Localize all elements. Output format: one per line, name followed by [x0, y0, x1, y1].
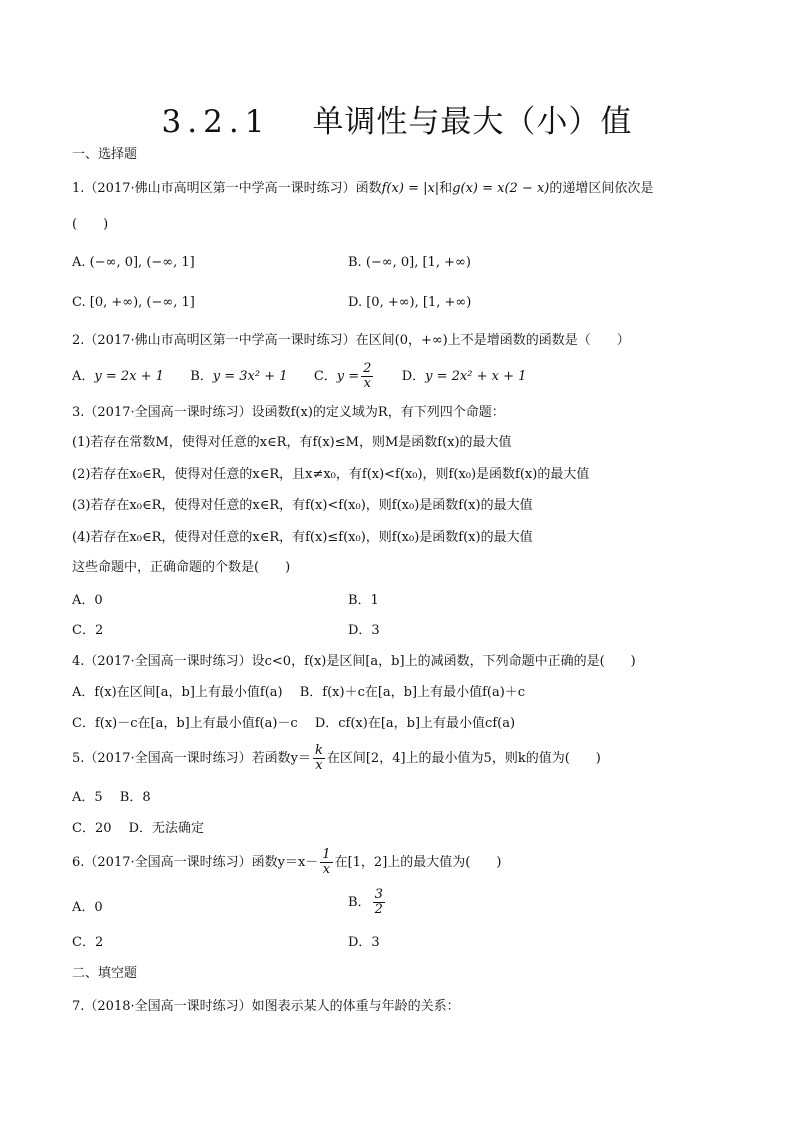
q3-option-c: C．2 — [72, 623, 104, 638]
q2-option-c: y = — [336, 369, 360, 384]
section-heading-fill: 二、填空题 — [72, 966, 138, 981]
q6-option-b-fraction: $\frac{3}{2}$ — [374, 887, 383, 917]
title-text: 单调性与最大（小）值 — [312, 104, 633, 140]
q1-option-a: A. (−∞, 0], (−∞, 1] — [72, 255, 195, 270]
question-1-paren: ( ) — [72, 217, 109, 232]
question-5-stem: 5.（2017·全国高一课时练习）若函数y＝ $\frac{k}{x}$ 在区间[2，4]上的最小值为5，则k的值为( ) — [72, 743, 601, 773]
q1-option-b: B. (−∞, 0], [1, +∞) — [348, 255, 471, 270]
question-3-stem: 3.（2017·全国高一课时练习）设函数f(x)的定义域为R，有下列四个命题： — [72, 405, 505, 420]
q1-option-c: C. [0, +∞), (−∞, 1] — [72, 295, 195, 310]
q1-option-d: D. [0, +∞), [1, +∞) — [348, 295, 472, 310]
question-2-options: A．y = 2x + 1 B．y = 3x² + 1 C．y = $\frac{2}{x}$ D．y = 2x² + x + 1 — [72, 361, 527, 391]
q4-options-cd: C．f(x)－c在[a，b]上有最小值f(a)－c D．cf(x)在[a，b]上有最小值cf(a) — [72, 716, 516, 731]
q3-option-a: A．0 — [72, 593, 103, 608]
question-6-stem: 6.（2017·全国高一课时练习）函数y＝x－ $\frac{1}{x}$ 在[1，2]上的最大值为( ) — [72, 847, 502, 877]
q3-option-d: D．3 — [348, 623, 380, 638]
q6-option-a: A．0 — [72, 900, 103, 915]
q1-function-f: f(x) = |x| — [381, 181, 440, 196]
section-heading-choice: 一、选择题 — [72, 147, 138, 162]
q5-options-cd: C．20 D．无法确定 — [72, 821, 205, 836]
q3-option-b: B．1 — [348, 593, 379, 608]
q2-fraction: $\frac{2}{x}$ — [363, 361, 372, 391]
q1-function-g: g(x) = x(2 − x) — [452, 181, 550, 196]
q6-option-c: C．2 — [72, 935, 104, 950]
q2-option-d: y = 2x² + x + 1 — [425, 369, 527, 384]
q4-options-ab: A．f(x)在区间[a，b]上有最小值f(a) B．f(x)＋c在[a，b]上有最小值f(a)＋c — [72, 685, 526, 700]
question-1-stem: 1.（2017·佛山市高明区第一中学高一课时练习）函数f(x) = |x|和g(x) = x(2 − x)的递增区间依次是 — [72, 181, 654, 196]
q5-fraction: $\frac{k}{x}$ — [314, 743, 323, 773]
q2-option-b: y = 3x² + 1 — [212, 369, 288, 384]
q3-proposition-4: (4)若存在x₀∈R，使得对任意的x∈R，有f(x)≤f(x₀)，则f(x₀)是函数f(x)的最大值 — [72, 530, 533, 545]
q3-proposition-1: (1)若存在常数M，使得对任意的x∈R，有f(x)≤M，则M是函数f(x)的最大值 — [72, 435, 512, 450]
q6-option-d: D．3 — [348, 935, 380, 950]
q2-option-a: y = 2x + 1 — [94, 369, 164, 384]
question-2-stem: 2.（2017·佛山市高明区第一中学高一课时练习）在区间(0，+∞)上不是增函数的函数是（ ） — [72, 333, 630, 348]
page-title — [0, 96, 794, 141]
q5-options-ab: A．5 B．8 — [72, 790, 151, 805]
q6-fraction: $\frac{1}{x}$ — [322, 847, 331, 877]
q3-question: 这些命题中，正确命题的个数是( ) — [72, 560, 291, 575]
q3-proposition-3: (3)若存在x₀∈R，使得对任意的x∈R，有f(x)<f(x₀)，则f(x₀)是函数f(x)的最大值 — [72, 498, 533, 513]
section-number: 3.2.1 — [161, 104, 271, 140]
q3-proposition-2: (2)若存在x₀∈R，使得对任意的x∈R，且x≠x₀，有f(x)<f(x₀)，则f(x₀)是函数f(x)的最大值 — [72, 467, 590, 482]
question-4-stem: 4.（2017·全国高一课时练习）设c<0，f(x)是区间[a，b]上的减函数，下列命题中正确的是( ) — [72, 654, 636, 669]
q6-option-b: B． $\frac{3}{2}$ — [348, 887, 383, 917]
question-7-stem: 7.（2018·全国高一课时练习）如图表示某人的体重与年龄的关系： — [72, 999, 460, 1014]
